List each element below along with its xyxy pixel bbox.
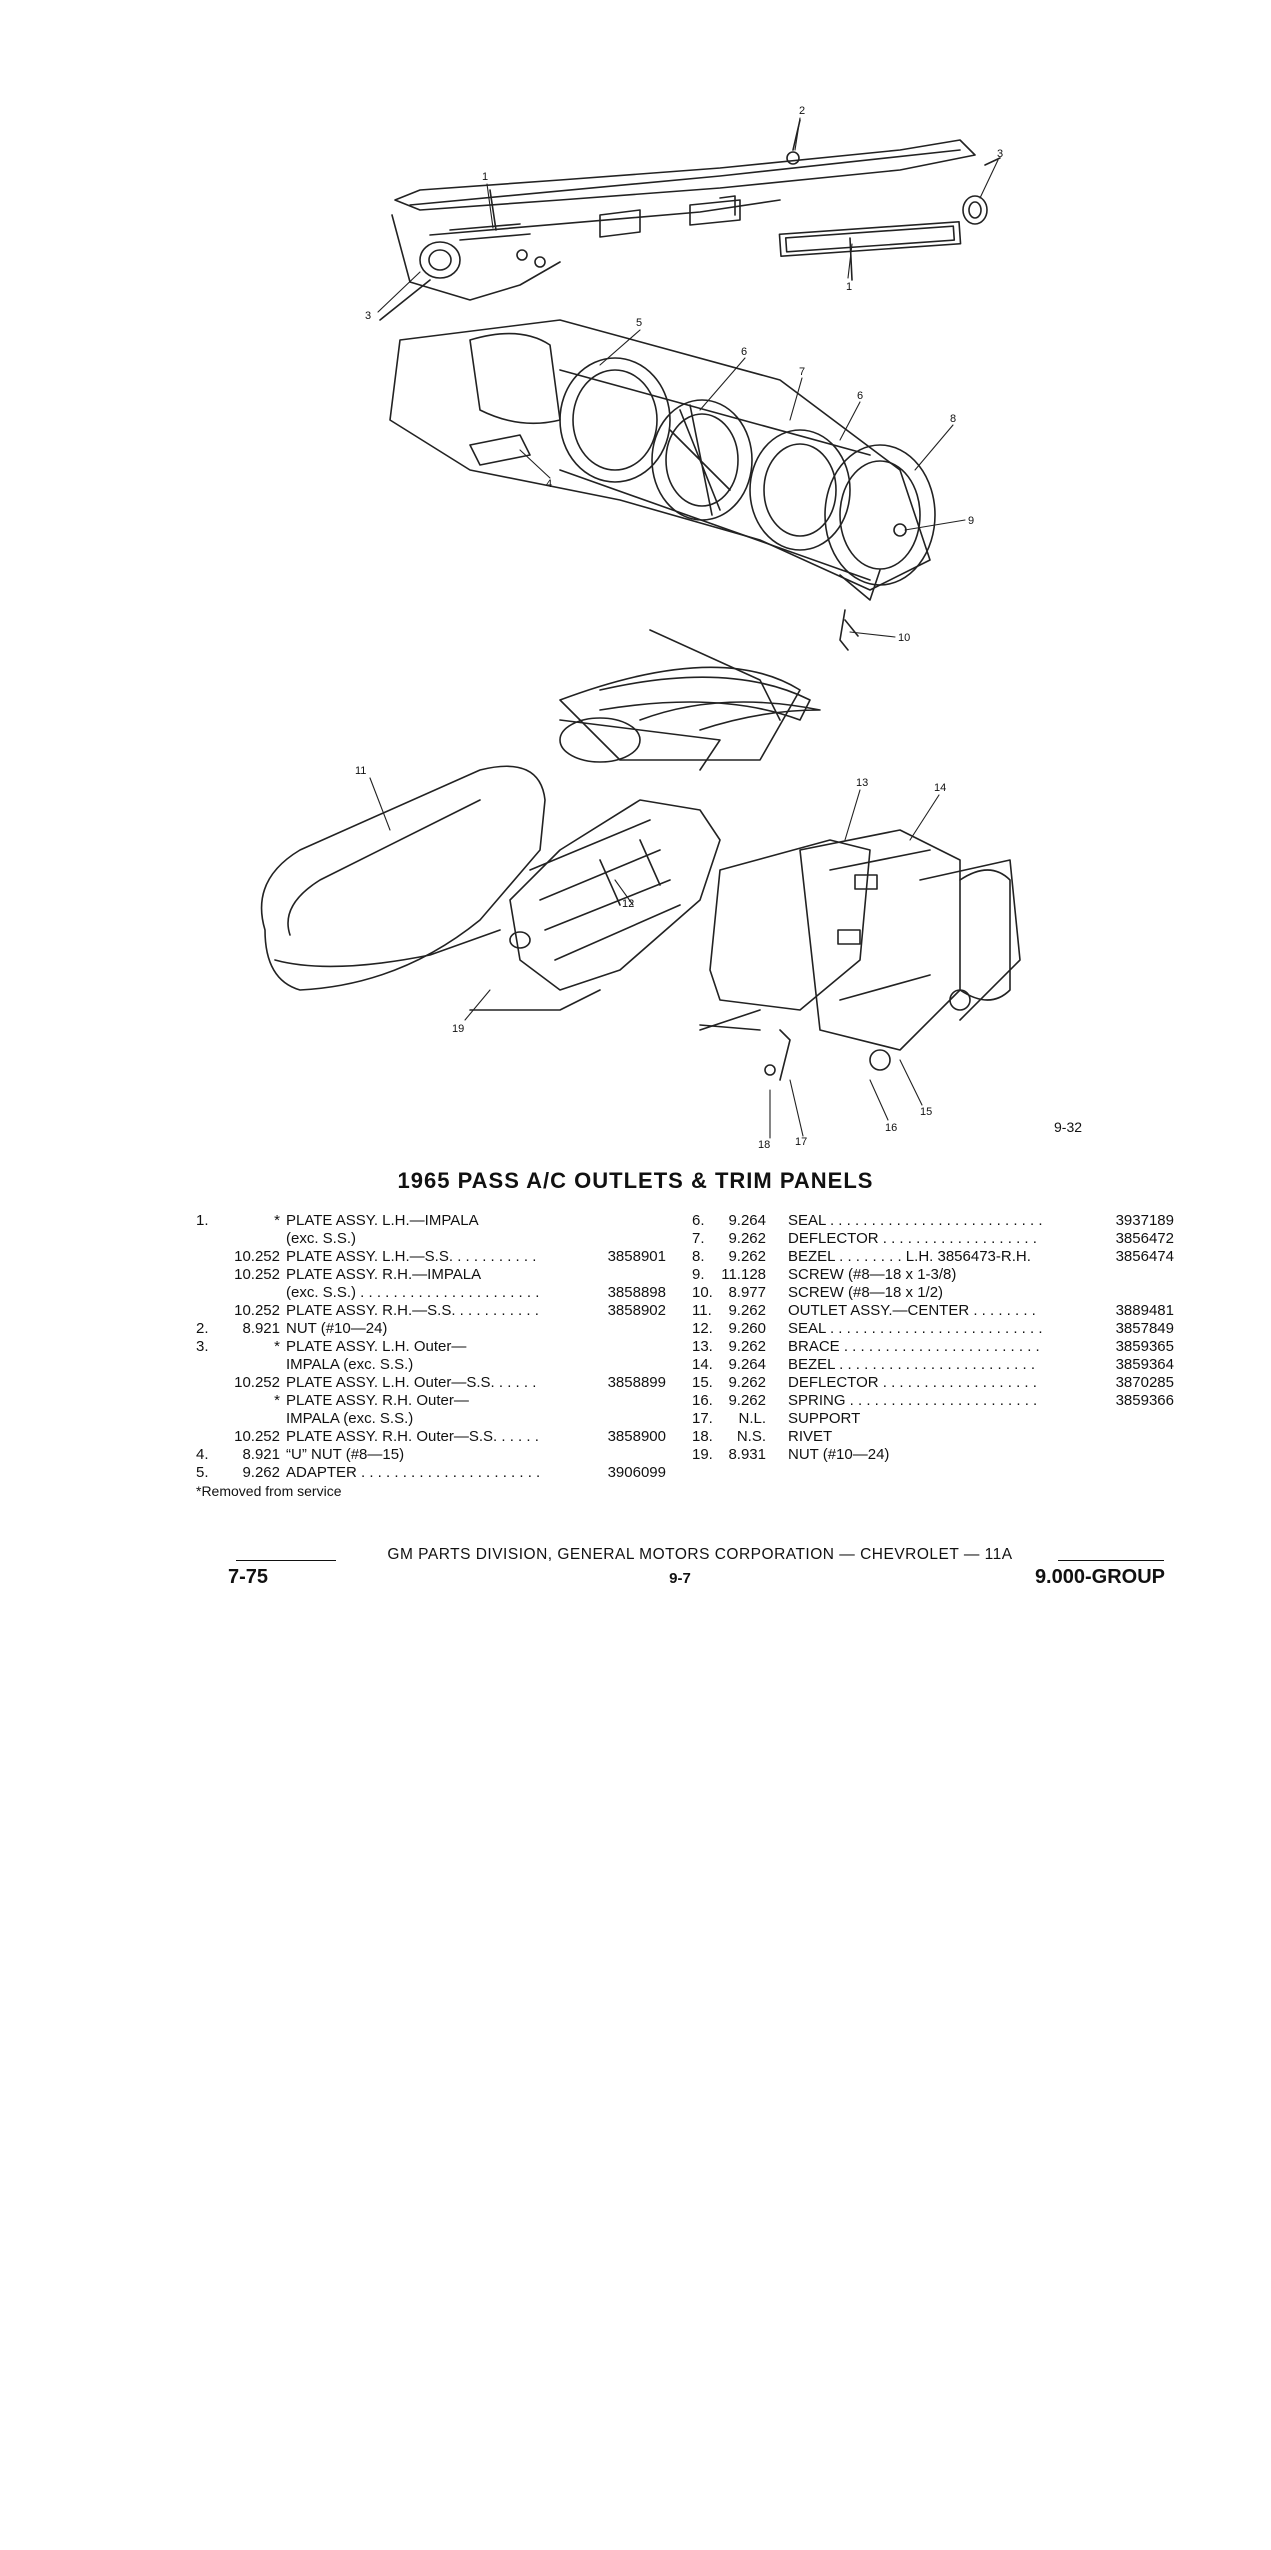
parts-row xyxy=(196,1356,666,1374)
item-number: 19. xyxy=(692,1446,713,1463)
part-description: ADAPTER . . . . . . . . . . . . . . . . . . . . . . xyxy=(286,1464,541,1481)
item-number: 8. xyxy=(692,1248,705,1265)
exploded-view-drawing xyxy=(0,0,1271,1160)
part-number: 3858902 xyxy=(607,1302,666,1319)
callout-label: 8 xyxy=(950,413,957,425)
part-description: (exc. S.S.) . . . . . . . . . . . . . . . . . . . . . . xyxy=(286,1284,540,1301)
part-description: “U” NUT (#8—15) xyxy=(286,1446,405,1463)
part-number: 3856474 xyxy=(1115,1248,1174,1265)
callout-label: 17 xyxy=(795,1136,808,1148)
item-number: 12. xyxy=(692,1320,713,1337)
parts-row xyxy=(692,1446,1174,1464)
parts-illustration xyxy=(0,0,1271,1160)
parts-list-left xyxy=(196,1212,666,1500)
page-title: 1965 PASS A/C OUTLETS & TRIM PANELS xyxy=(397,1168,874,1193)
part-description: IMPALA (exc. S.S.) xyxy=(286,1410,414,1427)
part-description: PLATE ASSY. L.H.—S.S. . . . . . . . . . . xyxy=(286,1248,537,1265)
part-description: PLATE ASSY. L.H.—IMPALA xyxy=(286,1212,479,1229)
part-description: OUTLET ASSY.—CENTER . . . . . . . . xyxy=(788,1302,1036,1319)
group-number: 9.262 xyxy=(728,1338,766,1355)
parts-row xyxy=(196,1248,666,1266)
item-number: 9. xyxy=(692,1266,705,1283)
callout-label: 1 xyxy=(846,281,853,293)
group-number: N.S. xyxy=(736,1428,766,1445)
part-description: IMPALA (exc. S.S.) xyxy=(286,1356,414,1373)
part-description: SEAL . . . . . . . . . . . . . . . . . . . . . . . . . . xyxy=(788,1212,1043,1229)
parts-row xyxy=(692,1320,1174,1338)
parts-row xyxy=(196,1446,666,1464)
part-number: 3906099 xyxy=(607,1464,666,1481)
footer-rule-left xyxy=(236,1560,336,1561)
group-number: 9.262 xyxy=(728,1392,766,1409)
callout-label: 7 xyxy=(799,366,806,378)
callout-label: 4 xyxy=(546,478,553,490)
part-description: PLATE ASSY. L.H. Outer—S.S. . . . . . xyxy=(286,1374,537,1391)
part-description: DEFLECTOR . . . . . . . . . . . . . . . . . . . xyxy=(788,1230,1037,1247)
callout-label: 3 xyxy=(997,148,1004,160)
group-number: 8.931 xyxy=(728,1446,766,1463)
group-number: 9.262 xyxy=(728,1230,766,1247)
parts-row xyxy=(692,1356,1174,1374)
part-description: BEZEL . . . . . . . . . . . . . . . . . . . . . . . . xyxy=(788,1356,1036,1373)
group-number: 9.262 xyxy=(242,1464,280,1481)
item-number: 2. xyxy=(196,1320,209,1337)
group-number: 9.262 xyxy=(728,1302,766,1319)
group-number: * xyxy=(274,1338,280,1355)
item-number: 3. xyxy=(196,1338,209,1355)
item-number: 6. xyxy=(692,1212,705,1229)
group-number: 10.252 xyxy=(234,1374,280,1391)
item-number: 7. xyxy=(692,1230,705,1247)
group-number: 9.262 xyxy=(728,1374,766,1391)
callout-label: 12 xyxy=(622,898,635,910)
leader-lines xyxy=(370,118,998,1138)
parts-row xyxy=(692,1338,1174,1356)
group-number: 9.262 xyxy=(728,1248,766,1265)
part-number: 3937189 xyxy=(1115,1212,1174,1229)
group-number: 8.921 xyxy=(242,1446,280,1463)
parts-row xyxy=(692,1248,1174,1266)
item-number: 18. xyxy=(692,1428,713,1445)
group-number: N.L. xyxy=(738,1410,766,1427)
parts-row xyxy=(196,1410,666,1428)
part-description: NUT (#10—24) xyxy=(788,1446,890,1463)
part-number: 3889481 xyxy=(1115,1302,1174,1319)
parts-row xyxy=(196,1428,666,1446)
footer-rule-right xyxy=(1058,1560,1164,1561)
part-description: BRACE . . . . . . . . . . . . . . . . . . . . . . . . xyxy=(788,1338,1040,1355)
outlet-ring-assembly xyxy=(390,320,935,650)
callout-label: 3 xyxy=(365,310,372,322)
group-number: 8.977 xyxy=(728,1284,766,1301)
part-description: PLATE ASSY. R.H.—IMPALA xyxy=(286,1266,482,1283)
parts-row xyxy=(692,1410,1174,1428)
group-number: 9.264 xyxy=(728,1356,766,1373)
part-number: 3858900 xyxy=(607,1428,666,1445)
parts-row xyxy=(196,1230,666,1248)
item-number: 1. xyxy=(196,1212,209,1229)
figure-code: 9-32 xyxy=(1054,1119,1083,1135)
callout-label: 6 xyxy=(857,390,864,402)
parts-row xyxy=(196,1302,666,1320)
parts-row xyxy=(196,1320,666,1338)
part-description: PLATE ASSY. R.H.—S.S. . . . . . . . . . . xyxy=(286,1302,539,1319)
part-number: 3858899 xyxy=(607,1374,666,1391)
group-number: 10.252 xyxy=(234,1248,280,1265)
group-number: 11.128 xyxy=(721,1266,766,1283)
part-description: NUT (#10—24) xyxy=(286,1320,388,1337)
group-number: 10.252 xyxy=(234,1302,280,1319)
item-number: 5. xyxy=(196,1464,209,1481)
parts-row xyxy=(196,1266,666,1284)
callout-label: 13 xyxy=(856,777,869,789)
group-number: 10.252 xyxy=(234,1266,280,1283)
part-description: PLATE ASSY. R.H. Outer—S.S. . . . . . xyxy=(286,1428,539,1445)
parts-row xyxy=(692,1230,1174,1248)
part-description: SPRING . . . . . . . . . . . . . . . . . . . . . . . xyxy=(788,1392,1038,1409)
footer-publisher: GM PARTS DIVISION, GENERAL MOTORS CORPORATION — CHEVROLET — 11A xyxy=(387,1546,1013,1563)
group-number: * xyxy=(274,1212,280,1229)
part-description: SCREW (#8—18 x 1/2) xyxy=(788,1284,944,1301)
part-number: 3856472 xyxy=(1115,1230,1174,1247)
item-number: 15. xyxy=(692,1374,713,1391)
item-number: 16. xyxy=(692,1392,713,1409)
parts-row xyxy=(196,1464,666,1482)
part-number: 3859365 xyxy=(1115,1338,1174,1355)
part-number: 3858898 xyxy=(607,1284,666,1301)
parts-row xyxy=(692,1284,1174,1302)
callout-label: 16 xyxy=(885,1122,898,1134)
parts-row xyxy=(692,1266,1174,1284)
footer-page-number: 9-7 xyxy=(669,1570,691,1587)
callout-label: 9 xyxy=(968,515,975,527)
callout-label: 19 xyxy=(452,1023,465,1035)
parts-row xyxy=(196,1392,666,1410)
item-number: 17. xyxy=(692,1410,713,1427)
group-number: 8.921 xyxy=(242,1320,280,1337)
callout-label: 10 xyxy=(898,632,911,644)
group-number: 10.252 xyxy=(234,1428,280,1445)
footer-group: 9.000-GROUP xyxy=(1034,1566,1165,1588)
parts-row xyxy=(692,1374,1174,1392)
callout-label: 15 xyxy=(920,1106,933,1118)
part-description: BEZEL . . . . . . . . L.H. 3856473-R.H. xyxy=(788,1248,1031,1265)
item-number: 14. xyxy=(692,1356,713,1373)
part-description: DEFLECTOR . . . . . . . . . . . . . . . . . . . xyxy=(788,1374,1037,1391)
dash-panel-assembly xyxy=(380,120,1000,320)
callout-label: 14 xyxy=(934,782,947,794)
part-description: PLATE ASSY. L.H. Outer— xyxy=(286,1338,467,1355)
parts-row xyxy=(692,1302,1174,1320)
callout-label: 18 xyxy=(758,1139,771,1151)
part-description: SCREW (#8—18 x 1-3/8) xyxy=(788,1266,957,1283)
parts-row xyxy=(196,1284,666,1302)
parts-row xyxy=(692,1428,1174,1446)
callout-label: 11 xyxy=(355,765,367,777)
item-number: 10. xyxy=(692,1284,713,1301)
parts-row xyxy=(196,1212,666,1230)
part-number: 3859364 xyxy=(1115,1356,1174,1373)
parts-row xyxy=(692,1392,1174,1410)
part-description: SUPPORT xyxy=(788,1410,861,1427)
group-number: 9.260 xyxy=(728,1320,766,1337)
footnote: *Removed from service xyxy=(196,1483,342,1499)
parts-list-right xyxy=(692,1212,1174,1464)
parts-row xyxy=(692,1212,1174,1230)
center-outlet-assembly xyxy=(262,630,1020,1080)
part-number: 3857849 xyxy=(1115,1320,1174,1337)
part-description: SEAL . . . . . . . . . . . . . . . . . . . . . . . . . . xyxy=(788,1320,1043,1337)
part-number: 3870285 xyxy=(1115,1374,1174,1391)
part-number: 3859366 xyxy=(1115,1392,1174,1409)
callout-label: 1 xyxy=(482,171,489,183)
part-description: PLATE ASSY. R.H. Outer— xyxy=(286,1392,469,1409)
callout-label: 5 xyxy=(636,317,643,329)
group-number: * xyxy=(274,1392,280,1409)
group-number: 9.264 xyxy=(728,1212,766,1229)
item-number: 13. xyxy=(692,1338,713,1355)
part-number: 3858901 xyxy=(607,1248,666,1265)
parts-row xyxy=(196,1374,666,1392)
part-description: RIVET xyxy=(788,1428,833,1445)
callout-label: 2 xyxy=(799,105,806,117)
item-number: 4. xyxy=(196,1446,209,1463)
footer-date: 7-75 xyxy=(228,1566,269,1588)
item-number: 11. xyxy=(692,1302,712,1319)
parts-row xyxy=(196,1338,666,1356)
callout-label: 6 xyxy=(741,346,748,358)
part-description: (exc. S.S.) xyxy=(286,1230,357,1247)
